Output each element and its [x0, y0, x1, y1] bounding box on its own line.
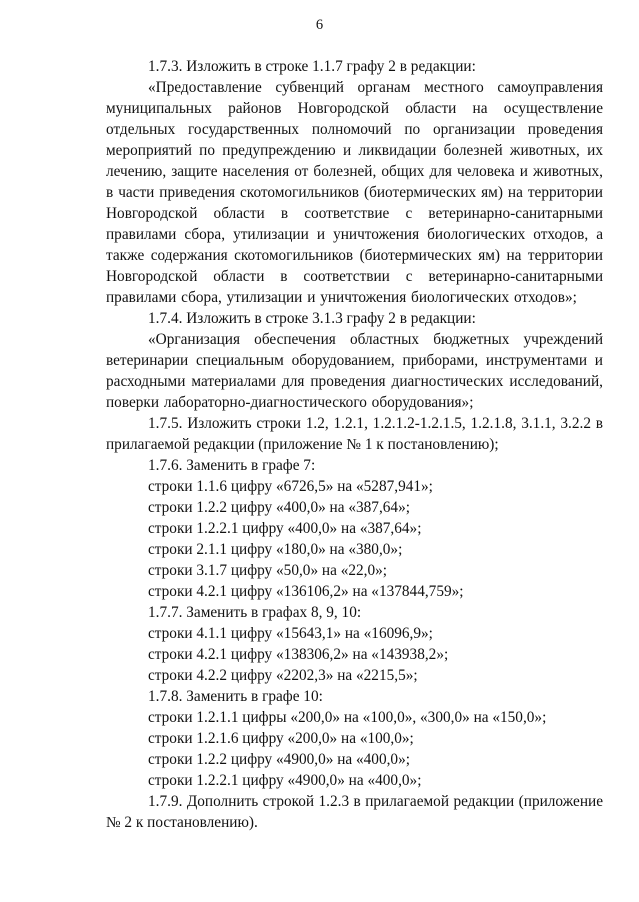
- replacement-line: строки 1.2.2.1 цифру «400,0» на «387,64»;: [148, 520, 422, 537]
- replacement-line: строки 4.1.1 цифру «15643,1» на «16096,9»;: [148, 625, 433, 642]
- replacement-line: строки 2.1.1 цифру «180,0» на «380,0»;: [148, 541, 403, 558]
- clause-1-7-9: 1.7.9. Дополнить строкой 1.2.3 в прилагаемой редакции (приложение № 2 к постановлению).: [106, 793, 603, 831]
- document-body: [106, 56, 603, 833]
- replacement-line: строки 1.2.1.6 цифру «200,0» на «100,0»;: [148, 730, 414, 747]
- clause-1-7-8: 1.7.8. Заменить в графе 10:: [148, 688, 323, 705]
- clause-1-7-4-text: «Организация обеспечения областных бюджетных учреждений ветеринарии специальным оборудованием, приборами, инструментами и расходными материалами для проведения диагностических исследований, поверки лабораторно-диагностического оборудования»;: [106, 331, 603, 411]
- replacement-line: строки 1.2.1.1 цифры «200,0» на «100,0», «300,0» на «150,0»;: [148, 709, 547, 726]
- replacement-line: строки 4.2.2 цифру «2202,3» на «2215,5»;: [148, 667, 418, 684]
- replacement-line: строки 1.2.2 цифру «400,0» на «387,64»;: [148, 499, 410, 516]
- page-number: 6: [315, 17, 324, 33]
- replacement-line: строки 1.2.2.1 цифру «4900,0» на «400,0»;: [148, 772, 422, 789]
- replacement-line: строки 1.1.6 цифру «6726,5» на «5287,941»;: [148, 478, 433, 495]
- clause-1-7-6: 1.7.6. Заменить в графе 7:: [148, 457, 316, 474]
- clause-1-7-4: 1.7.4. Изложить в строке 3.1.3 графу 2 в редакции:: [148, 310, 476, 327]
- clause-1-7-3: 1.7.3. Изложить в строке 1.1.7 графу 2 в редакции:: [148, 58, 476, 75]
- replacement-line: строки 4.2.1 цифру «136106,2» на «137844,759»;: [148, 583, 464, 600]
- replacement-line: строки 3.1.7 цифру «50,0» на «22,0»;: [148, 562, 388, 579]
- clause-1-7-3-text: «Предоставление субвенций органам местного самоуправления муниципальных районов Новгородской области на осуществление отдельных государственных полномочий по организации проведения мероприятий по предупреждению и ликвидации болезней животных, их лечению, защите населения от болезней, общих для человека и животных, в части приведения скотомогильников (биотермических ям) на территории Новгородской области в соответствие с ветеринарно-санитарными правилами сбора, утилизации и уничтожения биологических отходов, а также содержания скотомогильников (биотермических ям) на территории Новгородской области в соответствии с ветеринарно-санитарными правилами сбора, утилизации и уничтожения биологических отходов»;: [106, 79, 603, 306]
- clause-1-7-5: 1.7.5. Изложить строки 1.2, 1.2.1, 1.2.1.2-1.2.1.5, 1.2.1.8, 3.1.1, 3.2.2 в прилагаемой редакции (приложение № 1 к постановлению);: [106, 415, 603, 453]
- replacement-line: строки 1.2.2 цифру «4900,0» на «400,0»;: [148, 751, 410, 768]
- clause-1-7-7: 1.7.7. Заменить в графах 8, 9, 10:: [148, 604, 362, 621]
- replacement-line: строки 4.2.1 цифру «138306,2» на «143938,2»;: [148, 646, 449, 663]
